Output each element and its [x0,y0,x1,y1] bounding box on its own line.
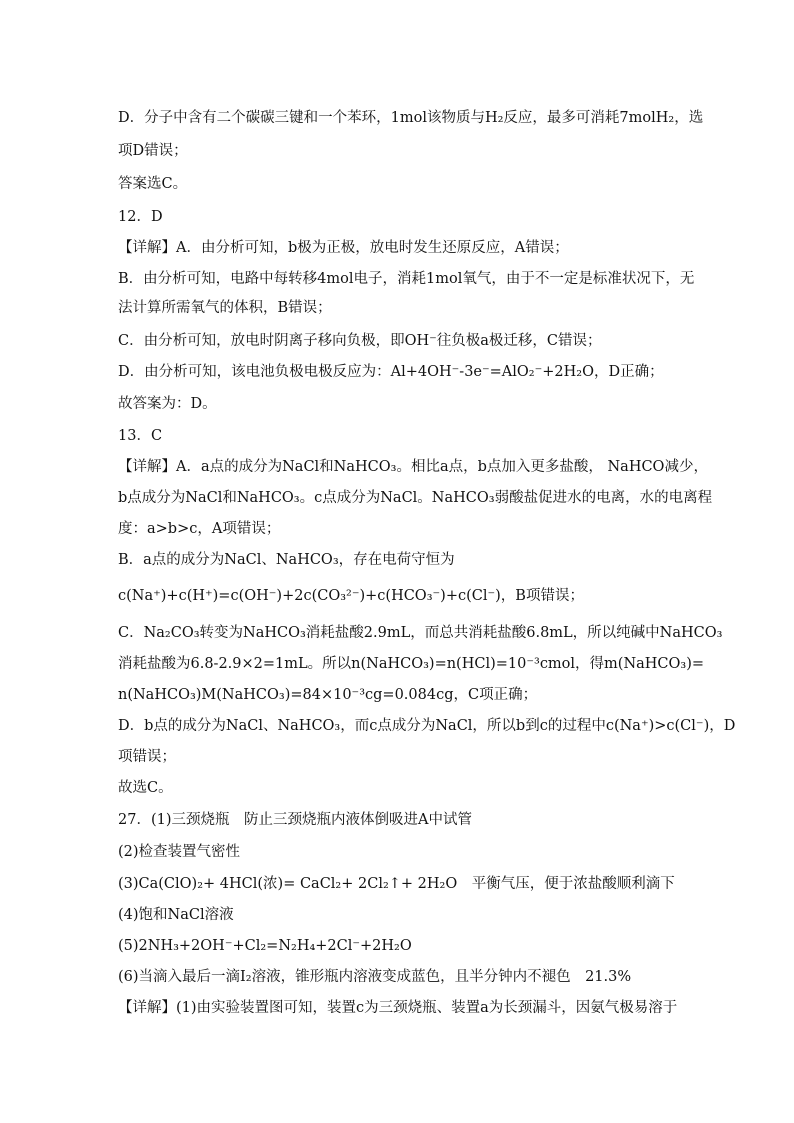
text-line: 【详解】A．由分析可知，b极为正极，放电时发生还原反应，A错误； [118,240,569,256]
text-line: B．a点的成分为NaCl、NaHCO₃，存在电荷守恒为 [118,552,455,568]
text-line: (5)2NH₃+2OH⁻+Cl₂=N₂H₄+2Cl⁻+2H₂O [118,938,412,954]
formula-line: c(Na⁺)+c(H⁺)=c(OH⁻)+2c(CO₃²⁻)+c(HCO₃⁻)+c(Cl⁻)，B项错误； [118,588,584,604]
text-line: n(NaHCO₃)M(NaHCO₃)=84×10⁻³cg=0.084cg，C项正确； [118,687,538,703]
text-line: 答案选C。 [118,176,188,192]
text-line: D．分子中含有二个碳碳三键和一个苯环，1mol该物质与H₂反应，最多可消耗7molH₂，选 [118,110,704,126]
text-line: 项错误； [118,749,176,765]
text-line: 故选C。 [118,780,173,796]
text-line: (6)当滴入最后一滴I₂溶液，锥形瓶内溶液变成蓝色，且半分钟内不褪色 21.3% [118,969,632,985]
text-line: 故答案为：D。 [118,396,217,412]
text-line: C．由分析可知，放电时阴离子移向负极，即OH⁻往负极a极迁移，C错误； [118,333,602,349]
text-line: D．b点的成分为NaCl、NaHCO₃，而c点成分为NaCl，所以b到c的过程中c(Na⁺)>c(Cl⁻)，D [118,718,736,734]
text-line: 法计算所需氧气的体积，B错误； [118,300,332,316]
text-line: B．由分析可知，电路中每转移4mol电子，消耗1mol氧气，由于不一定是标准状况下，无 [118,271,695,287]
text-line: 消耗盐酸为6.8-2.9×2=1mL。所以n(NaHCO₃)=n(HCl)=10⁻³cmol，得m(NaHCO₃)= [118,656,705,672]
question-number: 27．(1)三颈烧瓶 防止三颈烧瓶内液体倒吸进A中试管 [118,812,472,828]
text-line: 【详解】(1)由实验装置图可知，装置c为三颈烧瓶、装置a为长颈漏斗，因氨气极易溶于 [118,1000,678,1016]
text-line: b点成分为NaCl和NaHCO₃。c点成分为NaCl。NaHCO₃弱酸盐促进水的电离，水的电离程 [118,490,713,506]
text-line: 度：a>b>c，A项错误； [118,521,281,537]
question-number: 12．D [118,209,163,225]
text-line: C．Na₂CO₃转变为NaHCO₃消耗盐酸2.9mL，而总共消耗盐酸6.8mL，所以纯碱中NaHCO₃ [118,625,723,641]
text-line: (3)Ca(ClO)₂+ 4HCl(浓)= CaCl₂+ 2Cl₂↑+ 2H₂O 平衡气压，便于浓盐酸顺利滴下 [118,876,675,892]
text-line: 项D错误； [118,143,188,159]
text-line: D．由分析可知，该电池负极电极反应为：Al+4OH⁻-3e⁻=AlO₂⁻+2H₂O，D正确； [118,364,664,380]
text-line: (4)饱和NaCl溶液 [118,907,234,923]
text-line: 【详解】A．a点的成分为NaCl和NaHCO₃。相比a点，b点加入更多盐酸， NaHCO减少， [118,459,708,475]
question-number: 13．C [118,428,163,444]
text-line: (2)检查装置气密性 [118,844,241,860]
